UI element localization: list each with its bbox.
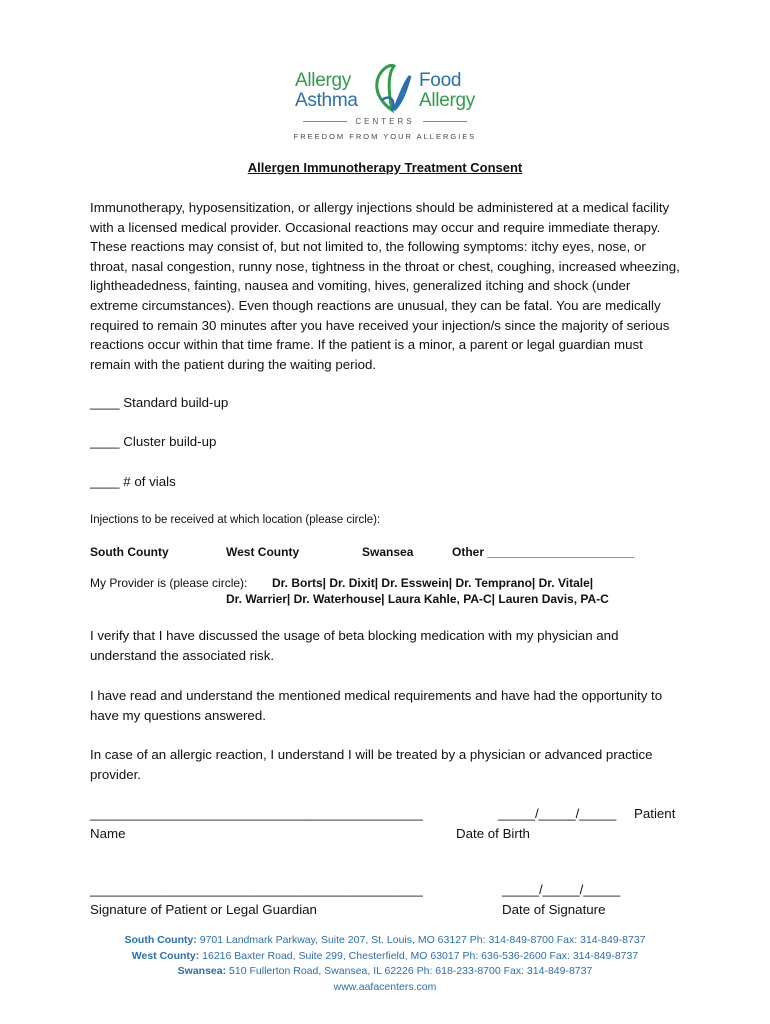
footer-swansea bbox=[0, 965, 770, 977]
name-line[interactable]: _____________________________________________ bbox=[90, 806, 423, 821]
dob-line[interactable]: _____/_____/_____ bbox=[498, 806, 617, 821]
page-title: Allergen Immunotherapy Treatment Consent bbox=[247, 160, 523, 175]
verify-beta-blocker: I verify that I have discussed the usage of beta blocking medication with my physician and understand the associated risk. bbox=[90, 628, 619, 663]
location-other[interactable]: Other ______________________ bbox=[452, 545, 635, 559]
location-west-county[interactable]: West County bbox=[226, 545, 300, 559]
intro-paragraph: Immunotherapy, hyposensitization, or allergy injections should be administered at a medical facility with a licensed medical provider. Occasional reactions may occur and require immediate therapy. These reactions may consist of, but not limited to, the following symptoms: itchy eyes, nose, or throat, nasal congestion, runny nose, tightness in the throat or chest, coughing, increased wheezing, lightheadedness, fainting, nausea and vomiting, hives, generalized itching and shock (under extreme circumstances). Even though reactions are unusual, they can be fatal. You are medically required to remain 30 minutes after you have received your injection/s since the majority of serious reactions occur within that time frame. If the patient is a minor, a parent or legal guardian must remain with the patient during the waiting period. bbox=[90, 200, 680, 372]
verify-requirements: I have read and understand the mentioned medical requirements and have had the opportunity to have my questions answered. bbox=[90, 688, 663, 723]
option-vials[interactable]: ____ # of vials bbox=[90, 474, 176, 489]
logo-food: Food bbox=[419, 70, 462, 91]
footer-south-text: 9701 Landmark Parkway, Suite 207, St. Louis, MO 63127 Ph: 314-849-8700 Fax: 314-849-8737 bbox=[196, 934, 646, 946]
butterfly-icon bbox=[370, 60, 416, 114]
dob-label: Date of Birth bbox=[456, 826, 530, 841]
footer-west-county bbox=[0, 950, 770, 962]
logo-allergy-right: Allergy bbox=[419, 90, 475, 111]
logo-centers: CENTERS bbox=[0, 117, 770, 126]
name-label: Name bbox=[90, 826, 126, 841]
logo-tagline: FREEDOM FROM YOUR ALLERGIES bbox=[293, 132, 477, 141]
patient-label: Patient bbox=[634, 806, 676, 821]
provider-label: My Provider is (please circle): bbox=[90, 576, 248, 590]
footer-south-county bbox=[0, 934, 770, 946]
signature-line[interactable]: _____________________________________________ bbox=[90, 882, 423, 897]
provider-list-1[interactable]: Dr. Borts| Dr. Dixit| Dr. Esswein| Dr. Temprano| Dr. Vitale| bbox=[272, 576, 594, 590]
verify-reaction: In case of an allergic reaction, I understand I will be treated by a physician or advanced practice provider. bbox=[90, 747, 653, 782]
logo-asthma: Asthma bbox=[295, 90, 358, 111]
location-swansea[interactable]: Swansea bbox=[362, 545, 414, 559]
signature-label: Signature of Patient or Legal Guardian bbox=[90, 902, 317, 917]
logo bbox=[0, 58, 770, 148]
logo-allergy-left: Allergy bbox=[295, 70, 351, 91]
footer-south-label: South County: bbox=[124, 934, 197, 946]
option-standard[interactable]: ____ Standard build-up bbox=[90, 395, 229, 410]
footer-website[interactable]: www.aafacenters.com bbox=[333, 981, 437, 993]
footer-west-text: 16216 Baxter Road, Suite 299, Chesterfield, MO 63017 Ph: 636-536-2600 Fax: 314-849-8737 bbox=[199, 950, 639, 962]
footer-west-label: West County: bbox=[131, 950, 200, 962]
location-prompt: Injections to be received at which location (please circle): bbox=[90, 514, 381, 526]
footer-swansea-label: Swansea: bbox=[177, 965, 227, 977]
option-cluster[interactable]: ____ Cluster build-up bbox=[90, 434, 217, 449]
date-line[interactable]: _____/_____/_____ bbox=[502, 882, 621, 897]
date-label: Date of Signature bbox=[502, 902, 606, 917]
location-south-county[interactable]: South County bbox=[90, 545, 169, 559]
footer-swansea-text: 510 Fullerton Road, Swansea, IL 62226 Ph: 618-233-8700 Fax: 314-849-8737 bbox=[226, 965, 593, 977]
provider-list-2[interactable]: Dr. Warrier| Dr. Waterhouse| Laura Kahle, PA-C| Lauren Davis, PA-C bbox=[226, 592, 609, 606]
